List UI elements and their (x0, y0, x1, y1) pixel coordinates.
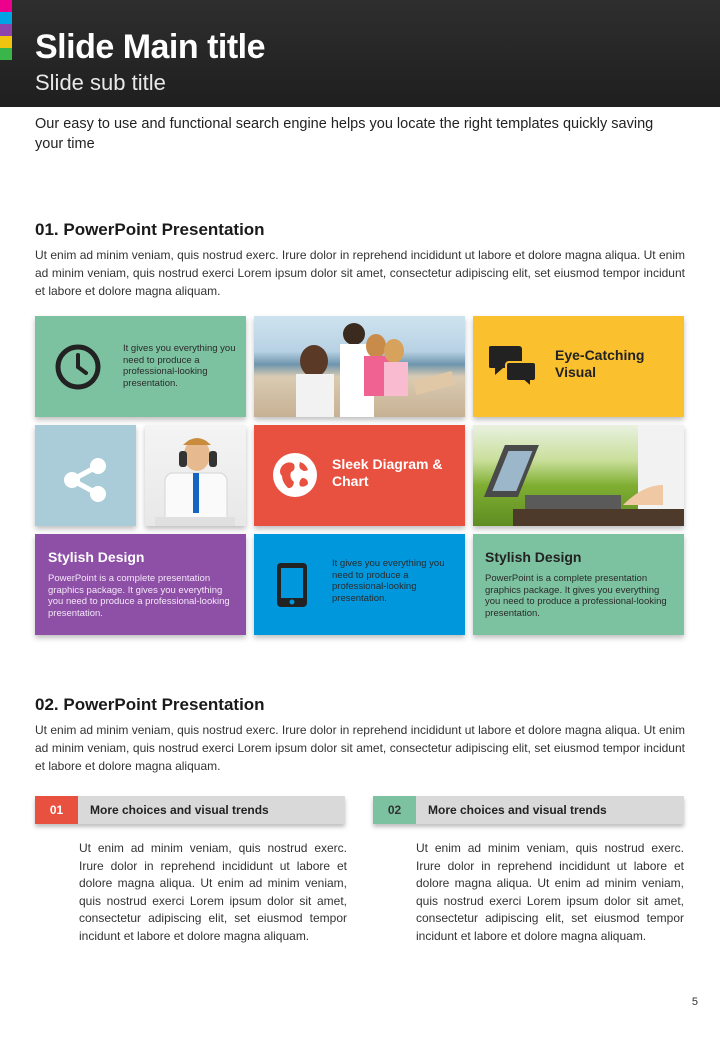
section2-title: 02. PowerPoint Presentation (35, 695, 265, 714)
sleek-diagram-title: Sleek Diagram & Chart (332, 456, 443, 489)
color-strip-cyan (0, 12, 12, 24)
laptop-outdoor-image (473, 425, 684, 526)
photo-laptop-grass (473, 425, 684, 526)
slide-header (0, 0, 720, 107)
column1-header (35, 796, 345, 824)
photo-friends-beach (254, 316, 465, 417)
column2-header (373, 796, 684, 824)
clock-icon (55, 344, 101, 390)
column1-text: Ut enim ad minim veniam, quis nostrud exerc. Irure dolor in reprehend incididunt ut labore et dolore magna aliqua. Ut enim ad minim veniam, quis nostrud exerci Lorem ipsum dolor sit amet, consectetur adipiscing elit, set eiusmod tempor incidunt et labore et dolore magna aliquam. (79, 841, 347, 943)
slide-subtitle: Slide sub title (35, 70, 166, 95)
stylish-design-2-title: Stylish Design (485, 549, 582, 565)
column2-label: More choices and visual trends (416, 796, 684, 824)
tile-sleek-diagram (254, 425, 465, 526)
tile-stylish-design-1 (35, 534, 246, 635)
stylish-design-2-text: PowerPoint is a complete presentation graphics package. It gives you everything you need to produce a professional-looking presentation. (485, 573, 667, 619)
color-strip-yellow (0, 36, 12, 48)
section1-title: 01. PowerPoint Presentation (35, 220, 265, 239)
stylish-design-1-title: Stylish Design (48, 549, 145, 565)
photo-phone-man (145, 425, 246, 526)
tile-share (35, 425, 136, 526)
column1-number: 01 (35, 796, 78, 824)
stylish-design-1-text: PowerPoint is a complete presentation graphics package. It gives you everything you need to produce a professional-looking presentation. (48, 573, 230, 619)
tile-phone (254, 534, 465, 635)
eye-catching-title: Eye-Catching Visual (555, 347, 645, 380)
column2-number: 02 (373, 796, 416, 824)
column2-text: Ut enim ad minim veniam, quis nostrud exerc. Irure dolor in reprehend incididunt ut labore et dolore magna aliqua. Ut enim ad minim veniam, quis nostrud exerci Lorem ipsum dolor sit amet, consectetur adipiscing elit, set eiusmod tempor incidunt et labore et dolore magna aliquam. (416, 841, 684, 943)
color-strip-green (0, 48, 12, 60)
clock-tile-text: It gives you everything you need to produce a professional-looking presentation. (123, 343, 236, 389)
section2-body: Ut enim ad minim veniam, quis nostrud exerc. Irure dolor in reprehend incididunt ut labore et dolore magna aliqua. Ut enim ad minim veniam, quis nostrud exerci Lorem ipsum dolor sit amet, consectetur adipiscing elit, set eiusmod tempor incidunt et labore et dolore magna aliquam. (35, 723, 685, 773)
man-on-phone-image (145, 425, 246, 526)
globe-icon (272, 452, 318, 498)
tile-clock (35, 316, 246, 417)
tile-stylish-design-2 (473, 534, 684, 635)
intro-text: Our easy to use and functional search engine helps you locate the right templates quickly saving your time (35, 116, 654, 152)
color-strip-pink (0, 0, 12, 12)
tile-eye-catching (473, 316, 684, 417)
beach-group-image (254, 316, 465, 417)
page-number: 5 (691, 996, 698, 1008)
phone-tile-text: It gives you everything you need to produce a professional-looking presentation. (332, 558, 445, 604)
slide-title: Slide Main title (35, 28, 266, 66)
column1-label: More choices and visual trends (78, 796, 345, 824)
smartphone-icon (276, 562, 308, 608)
share-icon (62, 456, 110, 504)
chat-bubbles-icon (489, 342, 537, 388)
color-strip-purple (0, 24, 12, 36)
section1-body: Ut enim ad minim veniam, quis nostrud exerc. Irure dolor in reprehend incididunt ut labore et dolore magna aliqua. Ut enim ad minim veniam, quis nostrud exerci Lorem ipsum dolor sit amet, consectetur adipiscing elit, set eiusmod tempor incidunt et labore et dolore magna aliquam. (35, 248, 685, 298)
